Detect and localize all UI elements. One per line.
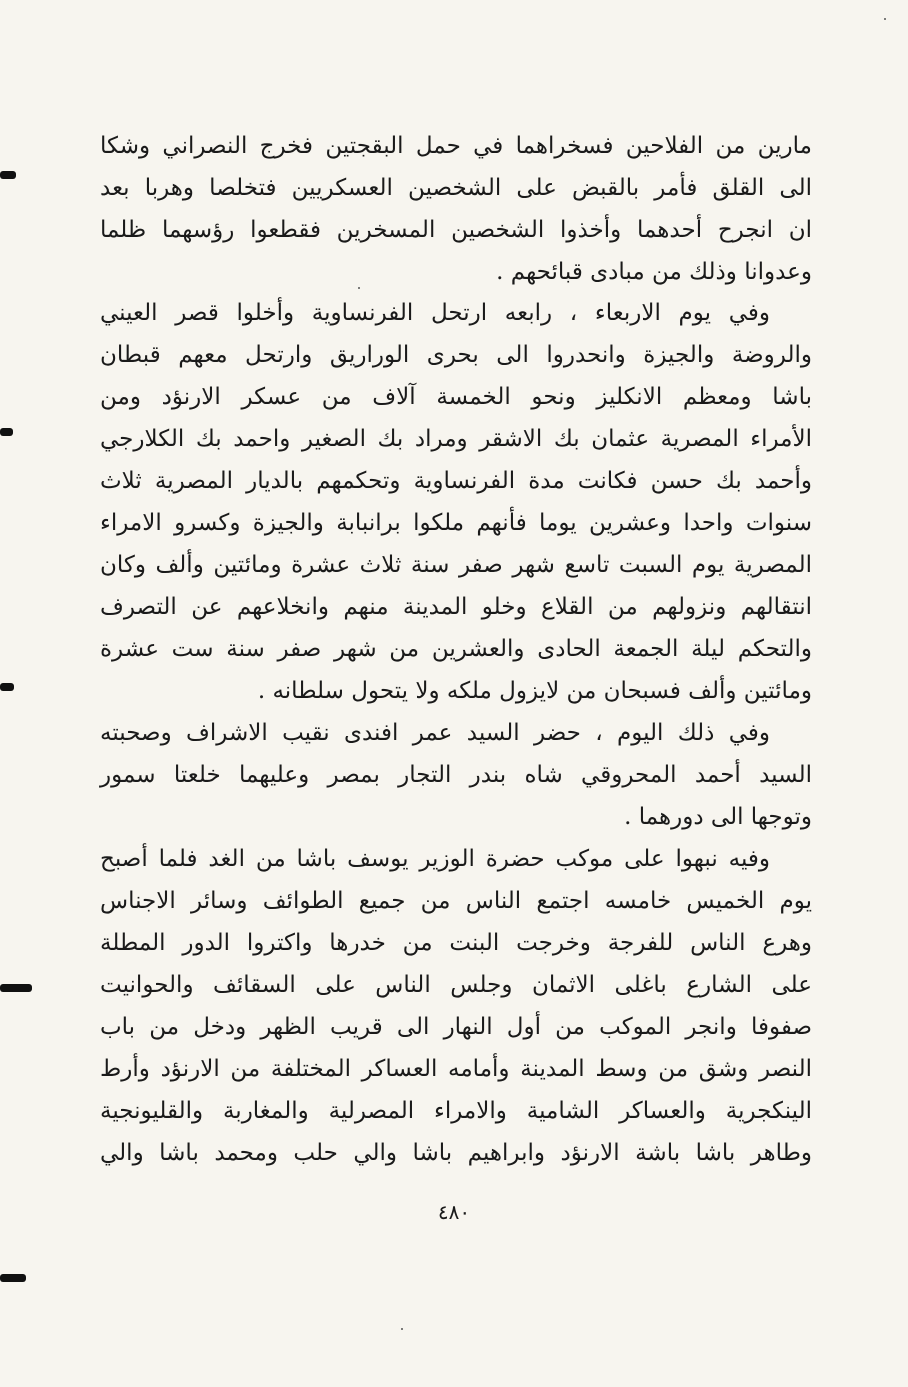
text-line: المصرية يوم السبت تاسع شهر صفر سنة ثلاث عشرة ومائتين وألف وكان [100,552,812,578]
text-line: انتقالهم ونزولهم من القلاع وخلو المدينة منهم وانخلاعهم عن التصرف [100,594,812,620]
binding-hole-mark [0,171,16,179]
text-line: السيد أحمد المحروقي شاه بندر التجار بمصر وعليهما خلعتا سمور [100,762,812,788]
text-line: والروضة والجيزة وانحدروا الى بحرى الوراريق وارتحل معهم قبطان [100,342,812,368]
text-line: وفي ذلك اليوم ، حضر السيد عمر افندى نقيب الاشراف وصحبته [100,720,770,746]
text-line: ان انجرح أحدهما وأخذوا الشخصين المسخرين فقطعوا رؤسهما ظلما [100,217,812,243]
text-line: الى القلق فأمر بالقبض على الشخصين العسكريين فتخلصا وهربا بعد [100,175,812,201]
text-line: سنوات واحدا وعشرين يوما فأنهم ملكوا برانبابة والجيزة وكسرو الامراء [100,510,812,536]
text-line: باشا ومعظم الانكليز ونحو الخمسة آلاف من عسكر الارنؤد ومن [100,384,812,410]
paragraph-3 [100,712,812,838]
text-line: وتوجها الى دورهما . [624,804,812,830]
text-line: يوم الخميس خامسه اجتمع الناس من جميع الطوائف وسائر الاجناس [100,888,812,914]
paragraph-1 [100,125,812,293]
text-line: الأمراء المصرية عثمان بك الاشقر ومراد بك الصغير واحمد بك الكلارجي [100,426,812,452]
text-line: وأحمد بك حسن فكانت مدة الفرنساوية وتحكمهم بالديار المصرية ثلاث [100,468,812,494]
text-line: وطاهر باشا باشة الارنؤد وابراهيم باشا والي حلب ومحمد باشا والي [100,1140,812,1166]
text-line: النصر وشق من وسط المدينة وأمامه العساكر المختلفة من الارنؤد وأرط [100,1056,812,1082]
binding-hole-mark [0,984,32,992]
text-line: ومائتين وألف فسبحان من لايزول ملكه ولا يتحول سلطانه . [257,678,812,704]
text-line: صفوفا وانجر الموكب من أول النهار الى قريب الظهر ودخل من باب [100,1014,812,1040]
text-line: وهرع الناس للفرجة وخرجت البنت من خدرها واكتروا الدور المطلة [100,930,812,956]
binding-hole-mark [0,428,13,436]
binding-hole-mark [0,1274,26,1282]
page-number: ٤٨٠ [437,1200,471,1224]
paragraph-2 [100,292,812,712]
scan-speck [884,18,886,20]
text-line: وعدوانا وذلك من مبادى قبائحهم . [496,259,812,285]
text-line: وفيه نبهوا على موكب حضرة الوزير يوسف باشا من الغد فلما أصبح [100,846,771,872]
text-line: وفي يوم الاربعاء ، رابعه ارتحل الفرنساوية وأخلوا قصر العيني [100,300,770,326]
binding-hole-mark [0,683,14,691]
scan-speck [401,1328,403,1330]
scan-speck [358,287,360,289]
text-line: والتحكم ليلة الجمعة الحادى والعشرين من شهر صفر سنة ست عشرة [100,636,812,662]
text-line: الينكجرية والعساكر الشامية والامراء المصرلية والمغاربة والقليونجية [100,1098,812,1124]
text-line: مارين من الفلاحين فسخراهما في حمل البقجتين فخرج النصراني وشكا [100,133,812,159]
text-line: على الشارع باغلى الاثمان وجلس الناس على السقائف والحوانيت [100,972,812,998]
paragraph-4 [100,838,812,1174]
